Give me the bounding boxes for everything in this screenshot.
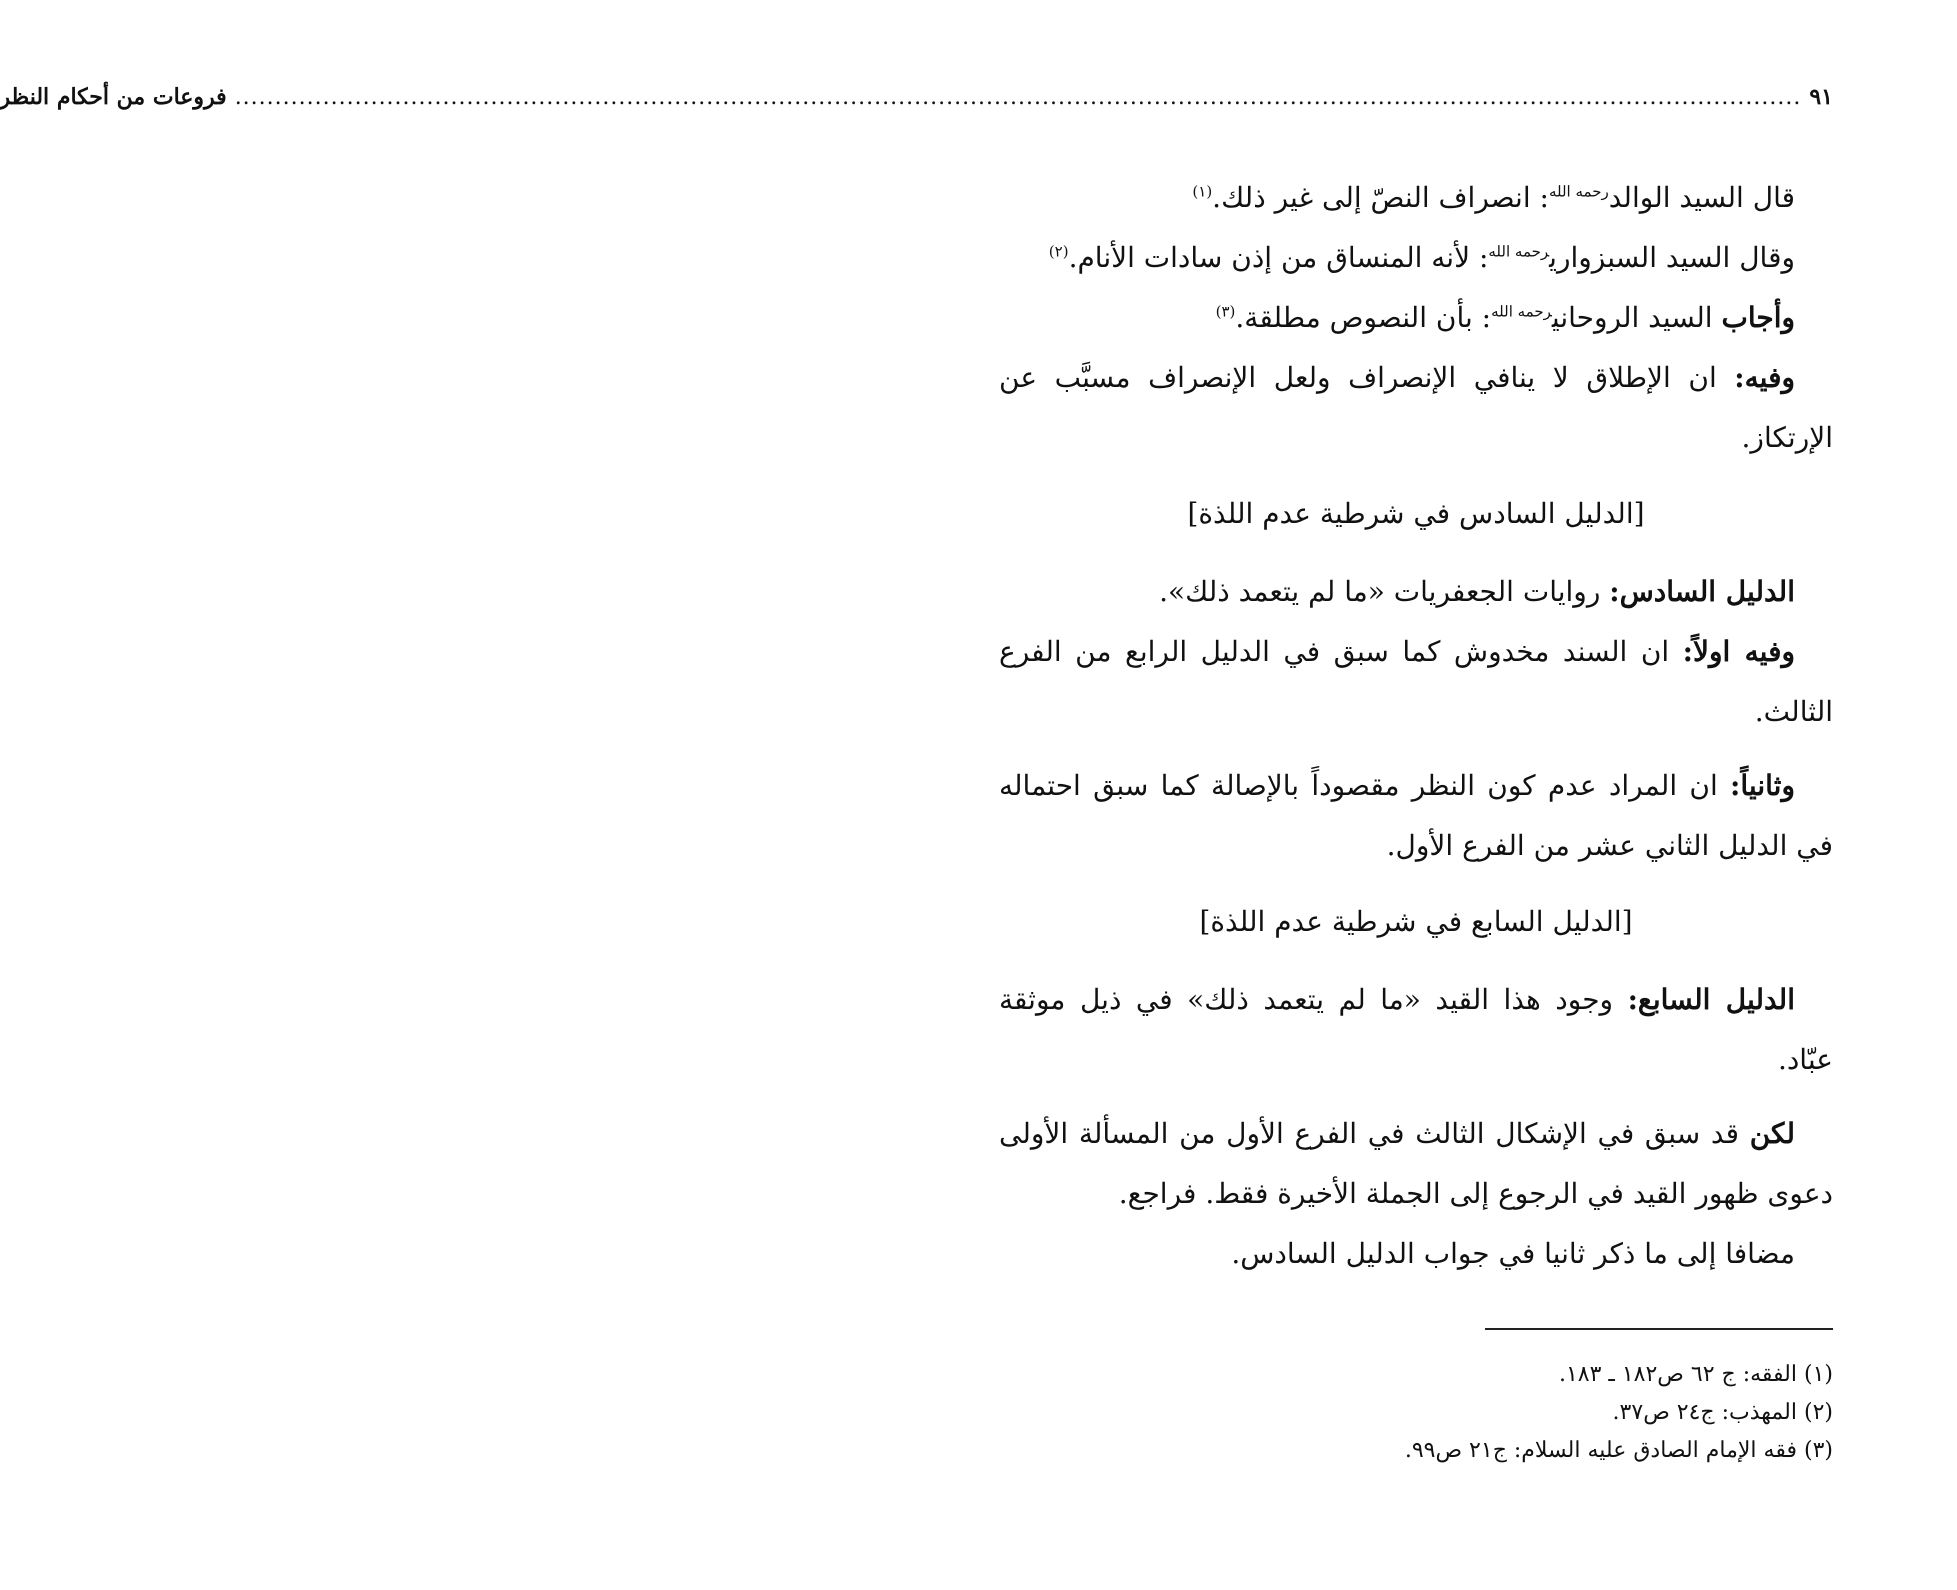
paragraph-4 xyxy=(999,348,1833,468)
paragraph-2 xyxy=(999,228,1833,288)
paragraph-text: وقال السيد السبزواري xyxy=(1549,241,1795,274)
paragraph-text: قد سبق في الإشكال الثالث في الفرع الأول من المسألة الأولى دعوى ظهور القيد في الرجوع إلى الجملة الأخيرة فقط. فراجع. xyxy=(999,1117,1833,1210)
paragraph-7 xyxy=(999,756,1833,876)
paragraph-text: روايات الجعفريات «ما لم يتعمد ذلك». xyxy=(1159,575,1610,608)
dot-leader: .................................................................................................................................................................................................... xyxy=(234,85,1802,110)
honorific-mark: رحمه الله xyxy=(1491,302,1552,321)
paragraph-6 xyxy=(999,622,1833,742)
footnote-number: (١) xyxy=(1803,1362,1833,1387)
footnote-number: (٣) xyxy=(1803,1438,1833,1463)
footnote-marker: (٢) xyxy=(1048,242,1069,261)
footnote-marker: (١) xyxy=(1192,182,1213,201)
paragraph-text: : انصراف النصّ إلى غير ذلك. xyxy=(1212,181,1549,214)
section-heading-sixth-proof: [الدليل السادس في شرطية عدم اللذة] xyxy=(1187,497,1645,530)
footnote-reference: ج٢١ ص٩٩. xyxy=(1404,1438,1514,1463)
body-text xyxy=(999,168,1833,1284)
footnote-reference: ج٢٤ ص٣٧. xyxy=(1612,1400,1722,1425)
honorific-mark: رحمه الله xyxy=(1488,242,1550,261)
paragraph-lead: الدليل السادس: xyxy=(1609,575,1795,608)
running-header xyxy=(0,74,1833,120)
paragraph-1 xyxy=(999,168,1833,228)
paragraph-lead: وثانياً: xyxy=(1730,769,1795,802)
footnote-marker: (٣) xyxy=(1215,302,1236,321)
footnote-1 xyxy=(999,1356,1833,1394)
header-title: فروعات من أحكام النظر xyxy=(0,84,227,110)
paragraph-lead: وفيه: xyxy=(1734,361,1795,394)
paragraph-lead: الدليل السابع: xyxy=(1627,983,1795,1016)
paragraph-lead: وأجاب xyxy=(1721,301,1795,334)
paragraph-5 xyxy=(999,562,1833,622)
footnotes xyxy=(999,1356,1833,1470)
honorific-mark: رحمه الله xyxy=(1548,182,1609,201)
footnote-source: المهذب: xyxy=(1721,1400,1797,1425)
paragraph-9 xyxy=(999,1104,1833,1224)
page-number: ٩١ xyxy=(1809,84,1833,110)
section-heading-seventh-proof: [الدليل السابع في شرطية عدم اللذة] xyxy=(1199,905,1633,938)
footnote-reference: ج ٦٢ ص١٨٢ ـ ١٨٣. xyxy=(1558,1362,1743,1387)
document-page xyxy=(0,74,1833,1514)
paragraph-10 xyxy=(999,1224,1833,1284)
paragraph-text: قال السيد الوالد xyxy=(1608,181,1795,214)
footnote-divider xyxy=(1485,1328,1833,1330)
paragraph-text: ان الإطلاق لا ينافي الإنصراف ولعل الإنصراف مسبَّب عن الإرتكاز. xyxy=(999,361,1833,454)
paragraph-text: ان السند مخدوش كما سبق في الدليل الرابع من الفرع الثالث. xyxy=(999,635,1833,728)
paragraph-3 xyxy=(999,288,1833,348)
paragraph-text: : لأنه المنساق من إذن سادات الأنام. xyxy=(1068,241,1489,274)
footnote-3 xyxy=(999,1432,1833,1470)
footnote-source: فقه الإمام الصادق عليه السلام: xyxy=(1513,1438,1797,1463)
paragraph-text: السيد الروحاني xyxy=(1551,301,1722,334)
paragraph-text: : بأن النصوص مطلقة. xyxy=(1235,301,1492,334)
paragraph-text: مضافا إلى ما ذكر ثانيا في جواب الدليل السادس. xyxy=(1231,1237,1795,1270)
footnote-2 xyxy=(999,1394,1833,1432)
footnote-source: الفقه: xyxy=(1742,1362,1797,1387)
paragraph-text: ان المراد عدم كون النظر مقصوداً بالإصالة كما سبق احتماله في الدليل الثاني عشر من الفرع الأول. xyxy=(999,769,1833,862)
paragraph-lead: لكن xyxy=(1749,1117,1795,1150)
paragraph-lead: وفيه اولاً: xyxy=(1682,635,1795,668)
footnote-number: (٢) xyxy=(1803,1400,1833,1425)
paragraph-text: وجود هذا القيد «ما لم يتعمد ذلك» في ذيل موثقة عبّاد. xyxy=(999,983,1833,1076)
paragraph-8 xyxy=(999,970,1833,1090)
